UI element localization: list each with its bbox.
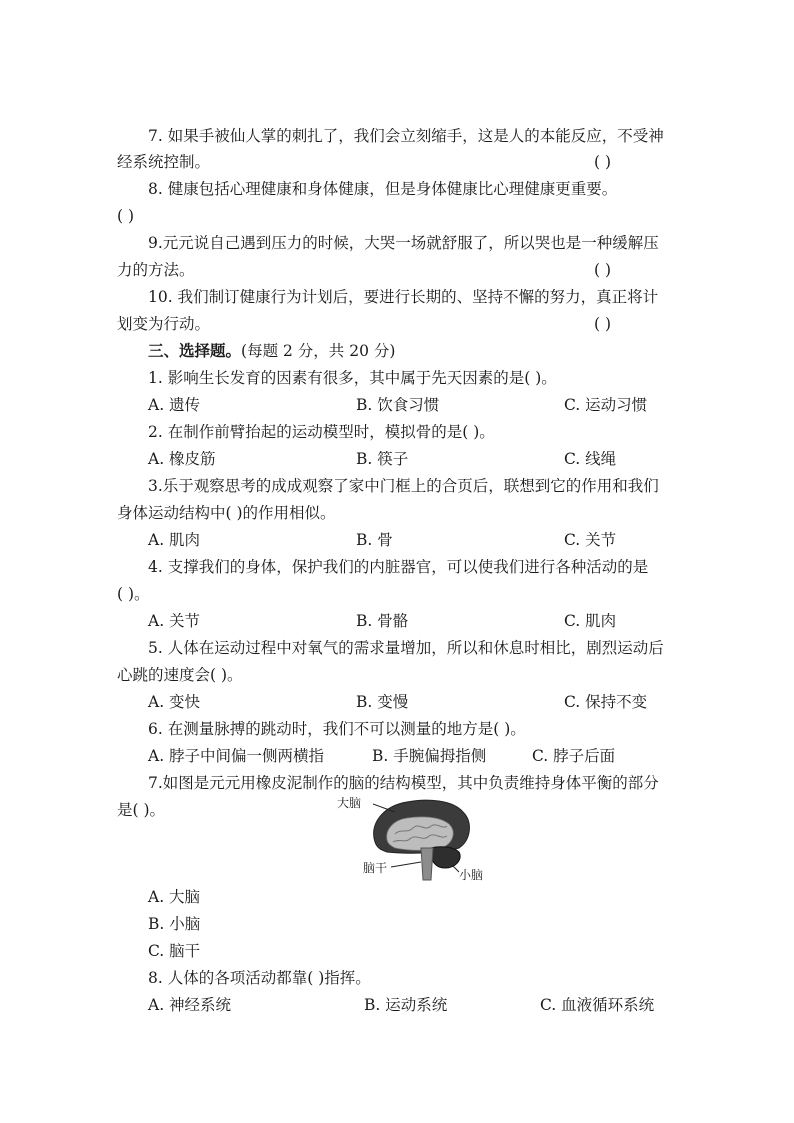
choice-q2-option-c[interactable]: C. 线绳 (564, 450, 617, 468)
section-title: 三、选择题。 (148, 341, 242, 360)
judge-q10-answer-blank[interactable]: ( ) (594, 315, 612, 333)
judge-q9-answer-blank[interactable]: ( ) (594, 261, 612, 279)
figure-label-cerebellum: 小脑 (459, 868, 484, 882)
choice-q2-stem: 2. 在制作前臂抬起的运动模型时，模拟骨的是( )。 (148, 423, 495, 441)
choice-q1-option-c[interactable]: C. 运动习惯 (564, 396, 648, 414)
choice-q8-option-a[interactable]: A. 神经系统 (148, 996, 232, 1014)
choice-q6-option-c[interactable]: C. 脖子后面 (532, 747, 616, 765)
choice-q8-stem: 8. 人体的各项活动都靠( )指挥。 (148, 969, 371, 987)
judge-q9-line1: 9.元元说自己遇到压力的时候，大哭一场就舒服了，所以哭也是一种缓解压 (148, 234, 659, 252)
choice-q3-stem-line1: 3.乐于观察思考的成成观察了家中门框上的合页后，联想到它的作用和我们 (148, 477, 659, 495)
choice-q4-option-a[interactable]: A. 关节 (148, 612, 201, 630)
judge-q7-answer-blank[interactable]: ( ) (594, 153, 612, 171)
choice-q1-option-a[interactable]: A. 遗传 (148, 396, 201, 414)
judge-q10-line1: 10. 我们制订健康行为计划后，要进行长期的、坚持不懈的努力，真正将计 (148, 288, 659, 306)
choice-q5-option-b[interactable]: B. 变慢 (356, 693, 409, 711)
choice-q1-stem: 1. 影响生长发育的因素有很多，其中属于先天因素的是( )。 (148, 369, 557, 387)
choice-q2-option-b[interactable]: B. 筷子 (356, 450, 409, 468)
choice-q3-option-c[interactable]: C. 关节 (564, 531, 617, 549)
choice-q7-option-c[interactable]: C. 脑干 (148, 942, 201, 960)
judge-q10-line2: 划变为行动。 (117, 315, 211, 333)
choice-q5-stem-line1: 5. 人体在运动过程中对氧气的需求量增加，所以和休息时相比，剧烈运动后 (148, 639, 664, 657)
section-score-note: (每题 2 分，共 20 分) (241, 342, 396, 360)
choice-q1-option-b[interactable]: B. 饮食习惯 (356, 396, 440, 414)
choice-q7-stem-line1: 7.如图是元元用橡皮泥制作的脑的结构模型，其中负责维持身体平衡的部分 (148, 774, 659, 792)
choice-q4-stem-line2: ( )。 (117, 585, 150, 603)
judge-q8-answer-blank[interactable]: ( ) (117, 207, 135, 225)
choice-q8-option-c[interactable]: C. 血液循环系统 (540, 996, 655, 1014)
choice-q6-option-b[interactable]: B. 手腕偏拇指侧 (372, 747, 487, 765)
choice-q5-option-a[interactable]: A. 变快 (148, 693, 201, 711)
judge-q7-line2: 经系统控制。 (117, 153, 211, 171)
choice-q7-option-a[interactable]: A. 大脑 (148, 888, 201, 906)
figure-label-cerebrum: 大脑 (337, 796, 362, 810)
choice-q4-option-c[interactable]: C. 肌肉 (564, 612, 617, 630)
choice-q7-option-b[interactable]: B. 小脑 (148, 915, 201, 933)
judge-q9-line2: 力的方法。 (117, 261, 195, 279)
choice-q2-option-a[interactable]: A. 橡皮筋 (148, 450, 216, 468)
choice-q4-stem-line1: 4. 支撑我们的身体，保护我们的内脏器官，可以使我们进行各种活动的是 (148, 558, 649, 576)
figure-label-brainstem: 脑干 (363, 861, 388, 875)
choice-q7-stem-line2: 是( )。 (117, 801, 166, 819)
choice-q5-stem-line2: 心跳的速度会( )。 (117, 666, 243, 684)
choice-q6-option-a[interactable]: A. 脖子中间偏一侧两横指 (148, 747, 325, 765)
choice-q8-option-b[interactable]: B. 运动系统 (364, 996, 448, 1014)
choice-q3-option-a[interactable]: A. 肌肉 (148, 531, 201, 549)
choice-q3-option-b[interactable]: B. 骨 (356, 531, 393, 549)
section-heading (148, 341, 658, 361)
choice-q3-stem-line2: 身体运动结构中( )的作用相似。 (117, 504, 336, 522)
choice-q4-option-b[interactable]: B. 骨骼 (356, 612, 409, 630)
choice-q5-option-c[interactable]: C. 保持不变 (564, 693, 648, 711)
choice-q6-stem: 6. 在测量脉搏的跳动时，我们不可以测量的地方是( )。 (148, 720, 526, 738)
judge-q7-line1: 7. 如果手被仙人掌的刺扎了，我们会立刻缩手，这是人的本能反应，不受神 (148, 127, 664, 145)
brain-model-figure (335, 790, 495, 890)
judge-q8-line1: 8. 健康包括心理健康和身体健康，但是身体健康比心理健康更重要。 (148, 180, 618, 198)
